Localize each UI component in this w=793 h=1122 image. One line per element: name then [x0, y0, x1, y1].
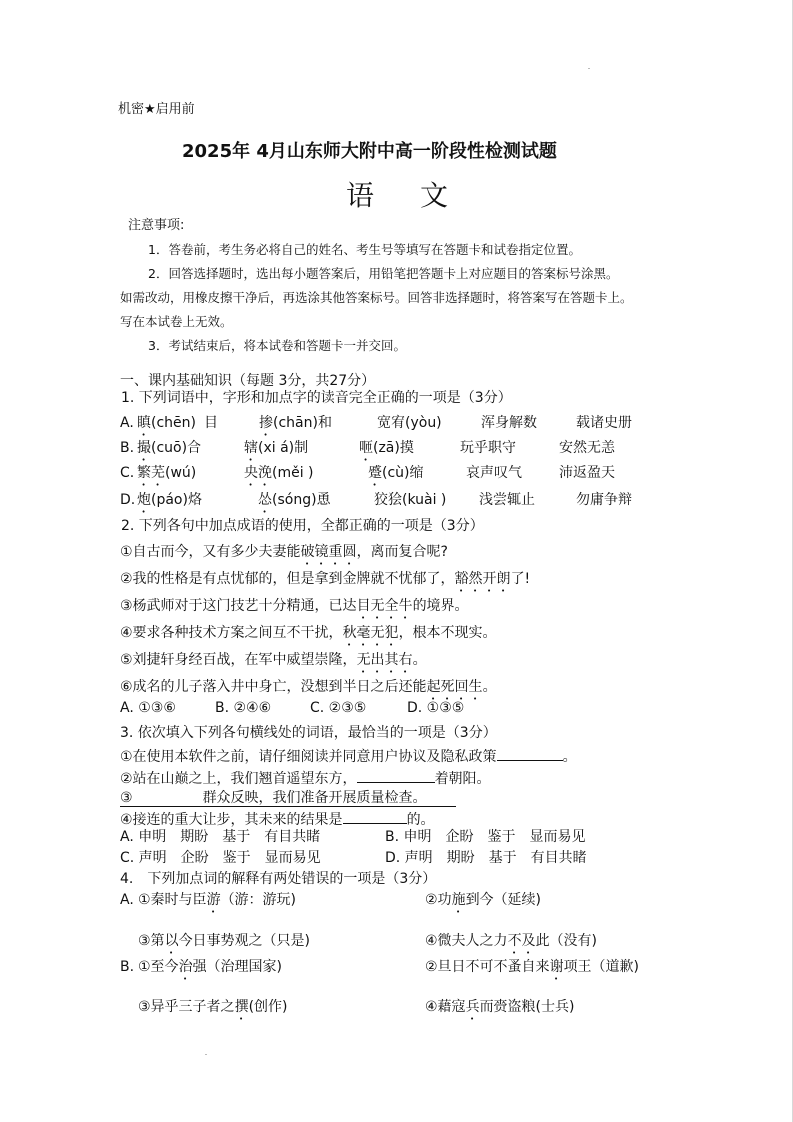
q4-stem: 4. 下列加点词的解释有两处错误的一项是（3分）	[120, 871, 437, 887]
q4-b-item-1	[138, 957, 282, 983]
scan-speck	[588, 68, 590, 69]
text: ⑤刘捷轩身经百战，在军中威望崇隆，	[120, 652, 357, 668]
text: ②旦日不可不蚤自来	[425, 959, 550, 975]
q1-d-item-2	[258, 490, 331, 516]
text: ③	[120, 790, 133, 806]
q1-a-item-2	[259, 413, 332, 439]
text: ③异乎三子者之	[138, 999, 235, 1015]
text: 强（治理国家)	[192, 959, 283, 975]
word: 宽宥	[377, 415, 405, 431]
dotted-char: 咂	[359, 440, 373, 456]
pinyin: (měi )	[272, 465, 314, 481]
exam-title: 2025年 4月山东师大附中高一阶段性检测试题	[182, 141, 557, 162]
text: 项王（道歉)	[563, 959, 640, 975]
pinyin: (zā)摸	[373, 440, 414, 456]
idiom: 破镜重圆	[300, 544, 357, 560]
dotted-word: 不及	[507, 933, 536, 949]
text: ⑥成名的儿子落入井中身亡，没想到半日之后还能	[120, 679, 427, 695]
text: ③杨武师对于这门技艺十分精通，已达	[120, 598, 357, 614]
fill-blank	[357, 766, 435, 783]
text: ②我的性格是有点忧郁的，但是拿到金牌就不忧郁了，	[120, 571, 455, 587]
q2-option-d: D. ①③⑤	[407, 700, 465, 716]
dotted-char: 繁芜	[137, 465, 165, 481]
q3-sentence-2	[120, 766, 491, 789]
q1-c-item-3	[368, 463, 424, 489]
q2-option-c: C. ②③⑤	[310, 700, 367, 716]
q2-option-b: B. ②④⑥	[215, 700, 272, 716]
q1-c-item-5: 沛返盈天	[559, 465, 615, 481]
dotted-char: 炮	[137, 492, 151, 508]
q1-d-item-5: 勿庸争辩	[576, 492, 632, 508]
text: 群众反映，我们准备开展质量检查。	[202, 790, 427, 806]
q1-option-b-label: B.	[120, 440, 135, 456]
text: ②功	[425, 892, 452, 908]
text: ①自古而今，又有多少夫妻能	[120, 544, 301, 560]
dotted-word: 以	[164, 933, 179, 949]
text: 的。	[406, 812, 435, 828]
q1-d-item-3	[374, 490, 446, 510]
text: ，根本不现实。	[398, 625, 497, 641]
pinyin: (chān)和	[273, 415, 332, 431]
scan-speck	[205, 1054, 207, 1055]
dotted-char: 央浼	[244, 465, 272, 481]
notice-title: 注意事项:	[128, 218, 185, 233]
q3-stem: 3. 依次填入下列各句横线处的词语，最恰当的一项是（3分）	[120, 725, 497, 741]
q2-sentence-1	[120, 542, 448, 568]
pinyin: (wú)	[165, 465, 197, 481]
text: ②站在山巅之上，我们翘首遥望东方，	[120, 771, 357, 787]
dotted-word: 游	[206, 892, 221, 908]
dotted-char: 掺	[259, 415, 273, 431]
idiom: 秋毫无犯	[342, 625, 399, 641]
q3-sentence-1	[120, 744, 577, 767]
q3-sentence-3	[120, 788, 427, 808]
q1-d-item-4: 浅尝辄止	[479, 492, 535, 508]
q1-c-item-1	[137, 463, 196, 489]
idiom: 豁然开朗	[454, 571, 511, 587]
pinyin: (kuài )	[402, 492, 447, 508]
text: 。	[482, 679, 497, 695]
text: ④藉寇	[425, 999, 466, 1015]
notice-item-1: 1．答卷前，考生务必将自己的姓名、考生号等填写在答题卡和试卷指定位置。	[148, 242, 581, 257]
pinyin: (sóng)恿	[272, 492, 331, 508]
text: ，离而复合呢?	[356, 544, 448, 560]
q1-b-item-4: 玩乎职守	[460, 440, 516, 456]
dotted-char: 撮	[137, 440, 151, 456]
text: 。	[412, 652, 427, 668]
dotted-char: 瞋	[137, 415, 151, 431]
q1-b-item-2	[244, 438, 308, 464]
text: 着朝阳。	[434, 771, 491, 787]
char: 目	[203, 415, 218, 431]
q4-a-item-3	[138, 931, 310, 957]
q2-stem: 2. 下列各句中加点成语的使用，全都正确的一项是（3分）	[121, 518, 484, 534]
text: 此（没有)	[535, 933, 598, 949]
text: 。	[562, 749, 577, 765]
q3-option-d: D. 声明 期盼 基于 有目共睹	[385, 850, 587, 866]
dotted-word: 撰	[234, 999, 249, 1015]
text: ①至今	[138, 959, 179, 975]
text: 了!	[510, 571, 531, 587]
q3-option-a: A. 申明 期盼 基于 有目共睹	[120, 829, 321, 845]
idiom: 目无全牛	[356, 598, 413, 614]
dotted-word: 治	[178, 959, 193, 975]
q1-option-a-label: A.	[120, 415, 134, 431]
subject-char-1: 语	[346, 179, 375, 212]
q4-option-b-label: B.	[120, 959, 135, 975]
q1-b-item-5: 安然无恙	[559, 440, 615, 456]
dotted-word: 谢	[549, 959, 564, 975]
dotted-char: 怂	[258, 492, 272, 508]
q4-a-item-2	[425, 890, 541, 916]
text: ④要求各种技术方案之间互不干扰，	[120, 625, 343, 641]
text: ④微夫人之力	[425, 933, 508, 949]
text: 而赍盗粮(士兵)	[479, 999, 575, 1015]
pinyin: (xi á)制	[258, 440, 309, 456]
fill-blank	[497, 744, 563, 761]
text: ①在使用本软件之前，请仔细阅读并同意用户协议及隐私政策	[120, 749, 497, 765]
q1-option-d-label: D.	[120, 492, 136, 508]
word: 狡狯	[374, 492, 402, 508]
text: (创作)	[248, 999, 288, 1015]
q4-option-a-label: A.	[120, 892, 134, 908]
q2-sentence-3	[120, 596, 469, 622]
q4-a-item-1	[138, 890, 296, 916]
q2-sentence-2	[120, 569, 530, 595]
confidential-mark: 机密★启用前	[118, 102, 195, 117]
pinyin: (cuō)合	[151, 440, 202, 456]
q4-b-item-4	[425, 997, 575, 1023]
subject-char-2: 文	[420, 179, 449, 212]
q1-c-item-4: 哀声叹气	[466, 465, 522, 481]
q4-b-item-3	[138, 997, 288, 1023]
q4-a-item-4	[425, 931, 597, 957]
text: ③第	[138, 933, 165, 949]
q2-option-a: A. ①③⑥	[120, 700, 176, 716]
q1-b-item-1	[137, 438, 201, 464]
text: 的境界。	[412, 598, 469, 614]
dotted-char: 蹙	[368, 465, 382, 481]
dotted-word: 兵	[465, 999, 480, 1015]
pinyin: (chēn)	[151, 415, 196, 431]
dotted-char: 辖	[244, 440, 258, 456]
q2-sentence-5	[120, 650, 427, 676]
text: （游：游玩)	[220, 892, 297, 908]
q1-b-item-3	[359, 438, 414, 464]
q1-a-item-4: 浑身解数	[481, 415, 537, 431]
section-heading: 一、课内基础知识（每题 3分，共27分）	[120, 373, 376, 389]
q1-a-item-3	[377, 413, 442, 433]
pinyin: (páo)烙	[151, 492, 202, 508]
q2-sentence-4	[120, 623, 497, 649]
q1-option-c-label: C.	[120, 465, 135, 481]
idiom: 起死回生	[426, 679, 483, 695]
notice-item-3: 3．考试结束后，将本试卷和答题卡一并交回。	[148, 338, 406, 353]
text: 到今（延续)	[465, 892, 542, 908]
idiom: 无出其右	[356, 652, 413, 668]
notice-item-2-line-1: 2．回答选择题时，选出每小题答案后，用铅笔把答题卡上对应题目的答案标号涂黑。	[148, 266, 619, 281]
pinyin: (cù)缩	[382, 465, 424, 481]
q1-stem: 1. 下列词语中，字形和加点字的读音完全正确的一项是（3分）	[121, 390, 512, 406]
q1-c-item-2	[244, 463, 314, 489]
notice-item-2-line-3: 写在本试卷上无效。	[120, 314, 233, 329]
q3-option-c: C. 声明 企盼 鉴于 显而易见	[120, 850, 321, 866]
pinyin: (yòu)	[405, 415, 442, 431]
dotted-word: 施	[451, 892, 466, 908]
q1-a-item-5: 载诸史册	[576, 415, 632, 431]
notice-item-2-line-2: 如需改动，用橡皮擦干净后，再选涂其他答案标号。回答非选择题时，将答案写在答题卡上。	[120, 290, 633, 305]
text: 今日事势观之（只是)	[178, 933, 311, 949]
text: ①秦时与臣	[138, 892, 207, 908]
q3-option-b: B. 申明 企盼 鉴于 显而易见	[385, 829, 586, 845]
q4-b-item-2	[425, 957, 639, 983]
fill-blank	[343, 807, 407, 824]
q1-a-item-1	[137, 413, 218, 439]
text: ④接连的重大让步，其未来的结果是	[120, 812, 343, 828]
q1-d-item-1	[137, 490, 202, 516]
